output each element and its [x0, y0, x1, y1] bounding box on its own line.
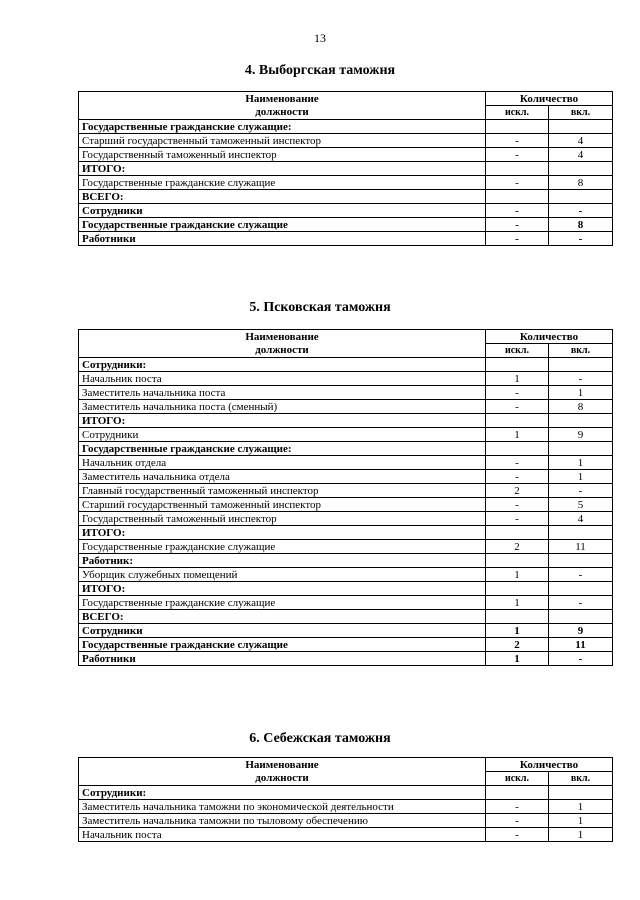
table-row — [79, 828, 613, 842]
qty-incl: 9 — [549, 624, 613, 638]
header-excl: искл. — [486, 106, 549, 120]
position-name: Старший государственный таможенный инспектор — [79, 134, 486, 148]
table-row — [79, 484, 613, 498]
table-row — [79, 218, 613, 232]
header-name-cell — [79, 330, 486, 358]
qty-incl: - — [549, 204, 613, 218]
qty-excl: 2 — [486, 638, 549, 652]
table-row — [79, 442, 613, 456]
qty-incl: 9 — [549, 428, 613, 442]
position-name: Старший государственный таможенный инспектор — [79, 498, 486, 512]
table-row — [79, 596, 613, 610]
section-title-sebezh: 6. Себежская таможня — [249, 731, 391, 746]
position-name: Заместитель начальника таможни по экономической деятельности — [79, 800, 486, 814]
table-row — [79, 176, 613, 190]
header-qty: Количество — [486, 330, 613, 344]
qty-excl — [486, 162, 549, 176]
table-row — [79, 624, 613, 638]
table-row — [79, 162, 613, 176]
table-row — [79, 358, 613, 372]
qty-incl: - — [549, 652, 613, 666]
table-row — [79, 554, 613, 568]
position-name: ИТОГО: — [79, 414, 486, 428]
qty-excl: 1 — [486, 372, 549, 386]
table-row — [79, 400, 613, 414]
position-name: Государственные гражданские служащие: — [79, 120, 486, 134]
qty-incl: 1 — [549, 386, 613, 400]
qty-incl — [549, 414, 613, 428]
qty-excl — [486, 786, 549, 800]
table-row — [79, 512, 613, 526]
qty-incl: - — [549, 568, 613, 582]
table-row — [79, 428, 613, 442]
qty-incl: 8 — [549, 218, 613, 232]
header-row — [79, 758, 613, 772]
header-name-line2: должности — [255, 771, 309, 784]
header-name-line1: Наименование — [245, 758, 319, 771]
table-row — [79, 386, 613, 400]
table-vyborg — [78, 91, 613, 246]
qty-excl: - — [486, 218, 549, 232]
position-name: Государственные гражданские служащие: — [79, 442, 486, 456]
qty-incl: 4 — [549, 512, 613, 526]
position-name: Сотрудники — [79, 204, 486, 218]
qty-incl: 8 — [549, 400, 613, 414]
position-name: Сотрудники — [79, 428, 486, 442]
qty-incl: - — [549, 484, 613, 498]
position-name: Работник: — [79, 554, 486, 568]
table-row — [79, 814, 613, 828]
qty-incl — [549, 786, 613, 800]
position-name: Государственный таможенный инспектор — [79, 512, 486, 526]
qty-incl: 1 — [549, 470, 613, 484]
qty-incl: 1 — [549, 828, 613, 842]
position-name: Заместитель начальника отдела — [79, 470, 486, 484]
page-number: 13 — [314, 31, 326, 45]
position-name: Начальник поста — [79, 828, 486, 842]
qty-excl — [486, 582, 549, 596]
table-row — [79, 232, 613, 246]
qty-excl: 2 — [486, 484, 549, 498]
header-qty: Количество — [486, 758, 613, 772]
table-body — [79, 92, 613, 246]
qty-incl: - — [549, 596, 613, 610]
qty-incl: 11 — [549, 638, 613, 652]
qty-incl: 1 — [549, 800, 613, 814]
position-name: Заместитель начальника поста (сменный) — [79, 400, 486, 414]
position-name: Государственные гражданские служащие — [79, 638, 486, 652]
header-incl: вкл. — [549, 106, 613, 120]
qty-incl — [549, 610, 613, 624]
qty-incl — [549, 190, 613, 204]
qty-excl: - — [486, 176, 549, 190]
table-row — [79, 786, 613, 800]
header-incl: вкл. — [549, 344, 613, 358]
table-row — [79, 134, 613, 148]
position-name: Заместитель начальника таможни по тыловому обеспечению — [79, 814, 486, 828]
qty-incl — [549, 526, 613, 540]
qty-excl — [486, 190, 549, 204]
position-name: Государственные гражданские служащие — [79, 176, 486, 190]
position-name: Государственный таможенный инспектор — [79, 148, 486, 162]
position-name: Уборщик служебных помещений — [79, 568, 486, 582]
table-row — [79, 800, 613, 814]
header-name-cell — [79, 92, 486, 120]
qty-excl — [486, 554, 549, 568]
qty-excl: - — [486, 470, 549, 484]
position-name: Заместитель начальника поста — [79, 386, 486, 400]
table-body — [79, 330, 613, 666]
qty-excl: 1 — [486, 596, 549, 610]
position-name: ИТОГО: — [79, 526, 486, 540]
position-name: Сотрудники — [79, 624, 486, 638]
table-row — [79, 190, 613, 204]
header-row — [79, 330, 613, 344]
qty-incl — [549, 162, 613, 176]
header-name-cell — [79, 758, 486, 786]
header-name-line2: должности — [255, 343, 309, 356]
qty-excl — [486, 526, 549, 540]
qty-incl — [549, 582, 613, 596]
position-name: ИТОГО: — [79, 162, 486, 176]
position-name: ВСЕГО: — [79, 190, 486, 204]
qty-incl — [549, 120, 613, 134]
qty-excl: - — [486, 456, 549, 470]
table-row — [79, 610, 613, 624]
table-row — [79, 498, 613, 512]
position-name: Главный государственный таможенный инспектор — [79, 484, 486, 498]
table-row — [79, 372, 613, 386]
qty-excl — [486, 414, 549, 428]
header-row — [79, 92, 613, 106]
position-name: ВСЕГО: — [79, 610, 486, 624]
position-name: Государственные гражданские служащие — [79, 218, 486, 232]
table-pskov — [78, 329, 613, 666]
qty-incl: - — [549, 232, 613, 246]
section-title-pskov: 5. Псковская таможня — [249, 300, 391, 315]
position-name: Работники — [79, 652, 486, 666]
header-qty: Количество — [486, 92, 613, 106]
table-row — [79, 148, 613, 162]
qty-incl: 1 — [549, 456, 613, 470]
header-excl: искл. — [486, 344, 549, 358]
header-incl: вкл. — [549, 772, 613, 786]
qty-excl: 1 — [486, 568, 549, 582]
qty-incl: 4 — [549, 134, 613, 148]
qty-excl: - — [486, 148, 549, 162]
table-row — [79, 414, 613, 428]
table-row — [79, 568, 613, 582]
position-name: Государственные гражданские служащие — [79, 596, 486, 610]
header-name-line1: Наименование — [245, 330, 319, 343]
qty-excl: 1 — [486, 624, 549, 638]
qty-excl: - — [486, 498, 549, 512]
position-name: ИТОГО: — [79, 582, 486, 596]
qty-incl: 1 — [549, 814, 613, 828]
qty-excl — [486, 442, 549, 456]
table-row — [79, 120, 613, 134]
table-row — [79, 204, 613, 218]
position-name: Работники — [79, 232, 486, 246]
qty-excl: - — [486, 400, 549, 414]
qty-excl — [486, 610, 549, 624]
table-row — [79, 526, 613, 540]
qty-incl: 8 — [549, 176, 613, 190]
position-name: Начальник поста — [79, 372, 486, 386]
table-row — [79, 582, 613, 596]
position-name: Сотрудники: — [79, 358, 486, 372]
qty-excl — [486, 120, 549, 134]
qty-excl: - — [486, 800, 549, 814]
qty-excl: - — [486, 828, 549, 842]
table-sebezh — [78, 757, 613, 842]
qty-excl: - — [486, 204, 549, 218]
table-row — [79, 652, 613, 666]
qty-excl: - — [486, 512, 549, 526]
position-name: Начальник отдела — [79, 456, 486, 470]
qty-incl — [549, 554, 613, 568]
table-row — [79, 638, 613, 652]
table-row — [79, 470, 613, 484]
header-name-line2: должности — [255, 105, 309, 118]
qty-excl: - — [486, 386, 549, 400]
qty-excl: - — [486, 232, 549, 246]
qty-incl: 4 — [549, 148, 613, 162]
qty-incl: - — [549, 372, 613, 386]
qty-excl: 1 — [486, 652, 549, 666]
table-body — [79, 758, 613, 842]
qty-incl — [549, 358, 613, 372]
table-row — [79, 456, 613, 470]
qty-excl: 1 — [486, 428, 549, 442]
qty-incl — [549, 442, 613, 456]
table-row — [79, 540, 613, 554]
qty-excl: - — [486, 134, 549, 148]
qty-excl — [486, 358, 549, 372]
position-name: Государственные гражданские служащие — [79, 540, 486, 554]
header-name-line1: Наименование — [245, 92, 319, 105]
qty-excl: 2 — [486, 540, 549, 554]
qty-incl: 11 — [549, 540, 613, 554]
position-name: Сотрудники: — [79, 786, 486, 800]
header-excl: искл. — [486, 772, 549, 786]
section-title-vyborg: 4. Выборгская таможня — [244, 63, 396, 78]
qty-excl: - — [486, 814, 549, 828]
qty-incl: 5 — [549, 498, 613, 512]
